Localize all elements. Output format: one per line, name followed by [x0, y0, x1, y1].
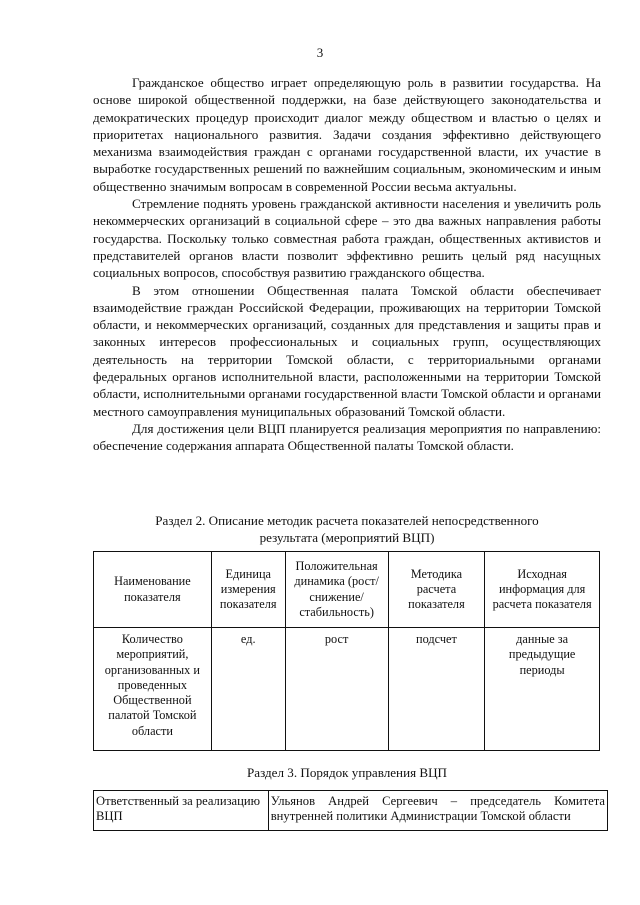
header-method: Методика расчета показателя — [388, 552, 485, 628]
table-row — [94, 791, 608, 831]
cell-method: подсчет — [388, 628, 485, 751]
management-table — [93, 790, 608, 831]
header-unit: Единица измерения показателя — [211, 552, 285, 628]
header-source: Исходная информация для расчета показателя — [485, 552, 600, 628]
cell-name: Количество мероприятий, организованных и проведенных Общественной палатой Томской области — [94, 628, 212, 751]
cell-unit: ед. — [211, 628, 285, 751]
section2-title-line2: результата (мероприятий ВЦП) — [259, 530, 435, 545]
section2-title-line1: Раздел 2. Описание методик расчета показателей непосредственного — [155, 513, 539, 528]
indicators-table — [93, 551, 600, 751]
paragraph-public-chamber: В этом отношении Общественная палата Томской области обеспечивает взаимодействие граждан Российской Федерации, проживающих на территории Томской области, и некоммерческих организаций, созданных для представления и защиты прав и законных интересов профессиональных и социальных групп, осуществляющих деятельность на территории Томской области, с территориальными органами федеральных органов исполнительной власти, расположенными на территории Томской области, исполнительными органами государственной власти Томской области и органами местного самоуправления муниципальных образований Томской области. — [93, 282, 601, 419]
section3-title: Раздел 3. Порядок управления ВЦП — [246, 765, 448, 780]
page-number: 3 — [316, 45, 324, 60]
body-text — [93, 74, 601, 455]
cell-dynamics: рост — [285, 628, 388, 751]
cell-source: данные за предыдущие периоды — [485, 628, 600, 751]
paragraph-goal: Для достижения цели ВЦП планируется реализация мероприятия по направлению: обеспечение содержания аппарата Общественной палаты Томской области. — [93, 420, 601, 454]
header-name: Наименование показателя — [94, 552, 212, 628]
paragraph-civil-society: Гражданское общество играет определяющую роль в развитии государства. На основе широкой общественной поддержки, на базе действующего законодательства и демократических процедур происходит диалог между обществом и властью о целях и приоритетах национального развития. Задачи создания эффективно действующего механизма взаимодействия граждан с органами государственной власти, их участие в выработке государственных решений по важнейшим социальным, экономическим и иным общественно значимым вопросам в современной России весьма актуальны. — [93, 75, 601, 194]
header-dynamics: Положительная динамика (рост/снижение/ стабильность) — [285, 552, 388, 628]
table-row — [94, 628, 600, 751]
table-header-row — [94, 552, 600, 628]
section2-title — [93, 512, 601, 546]
paragraph-civic-activity: Стремление поднять уровень гражданской активности населения и увеличить роль некоммерческих организаций в социальной сфере – это два важных направления работы государства. Поскольку только совместная работа граждан, общественных активистов и представителей органов власти позволит эффективно решить целый ряд насущных социальных вопросов, способствуя развитию гражданского общества. — [93, 196, 601, 281]
responsible-label: Ответственный за реализацию ВЦП — [94, 791, 269, 831]
responsible-value: Ульянов Андрей Сергеевич – председатель Комитета внутренней политики Администрации Томской области — [268, 791, 607, 831]
